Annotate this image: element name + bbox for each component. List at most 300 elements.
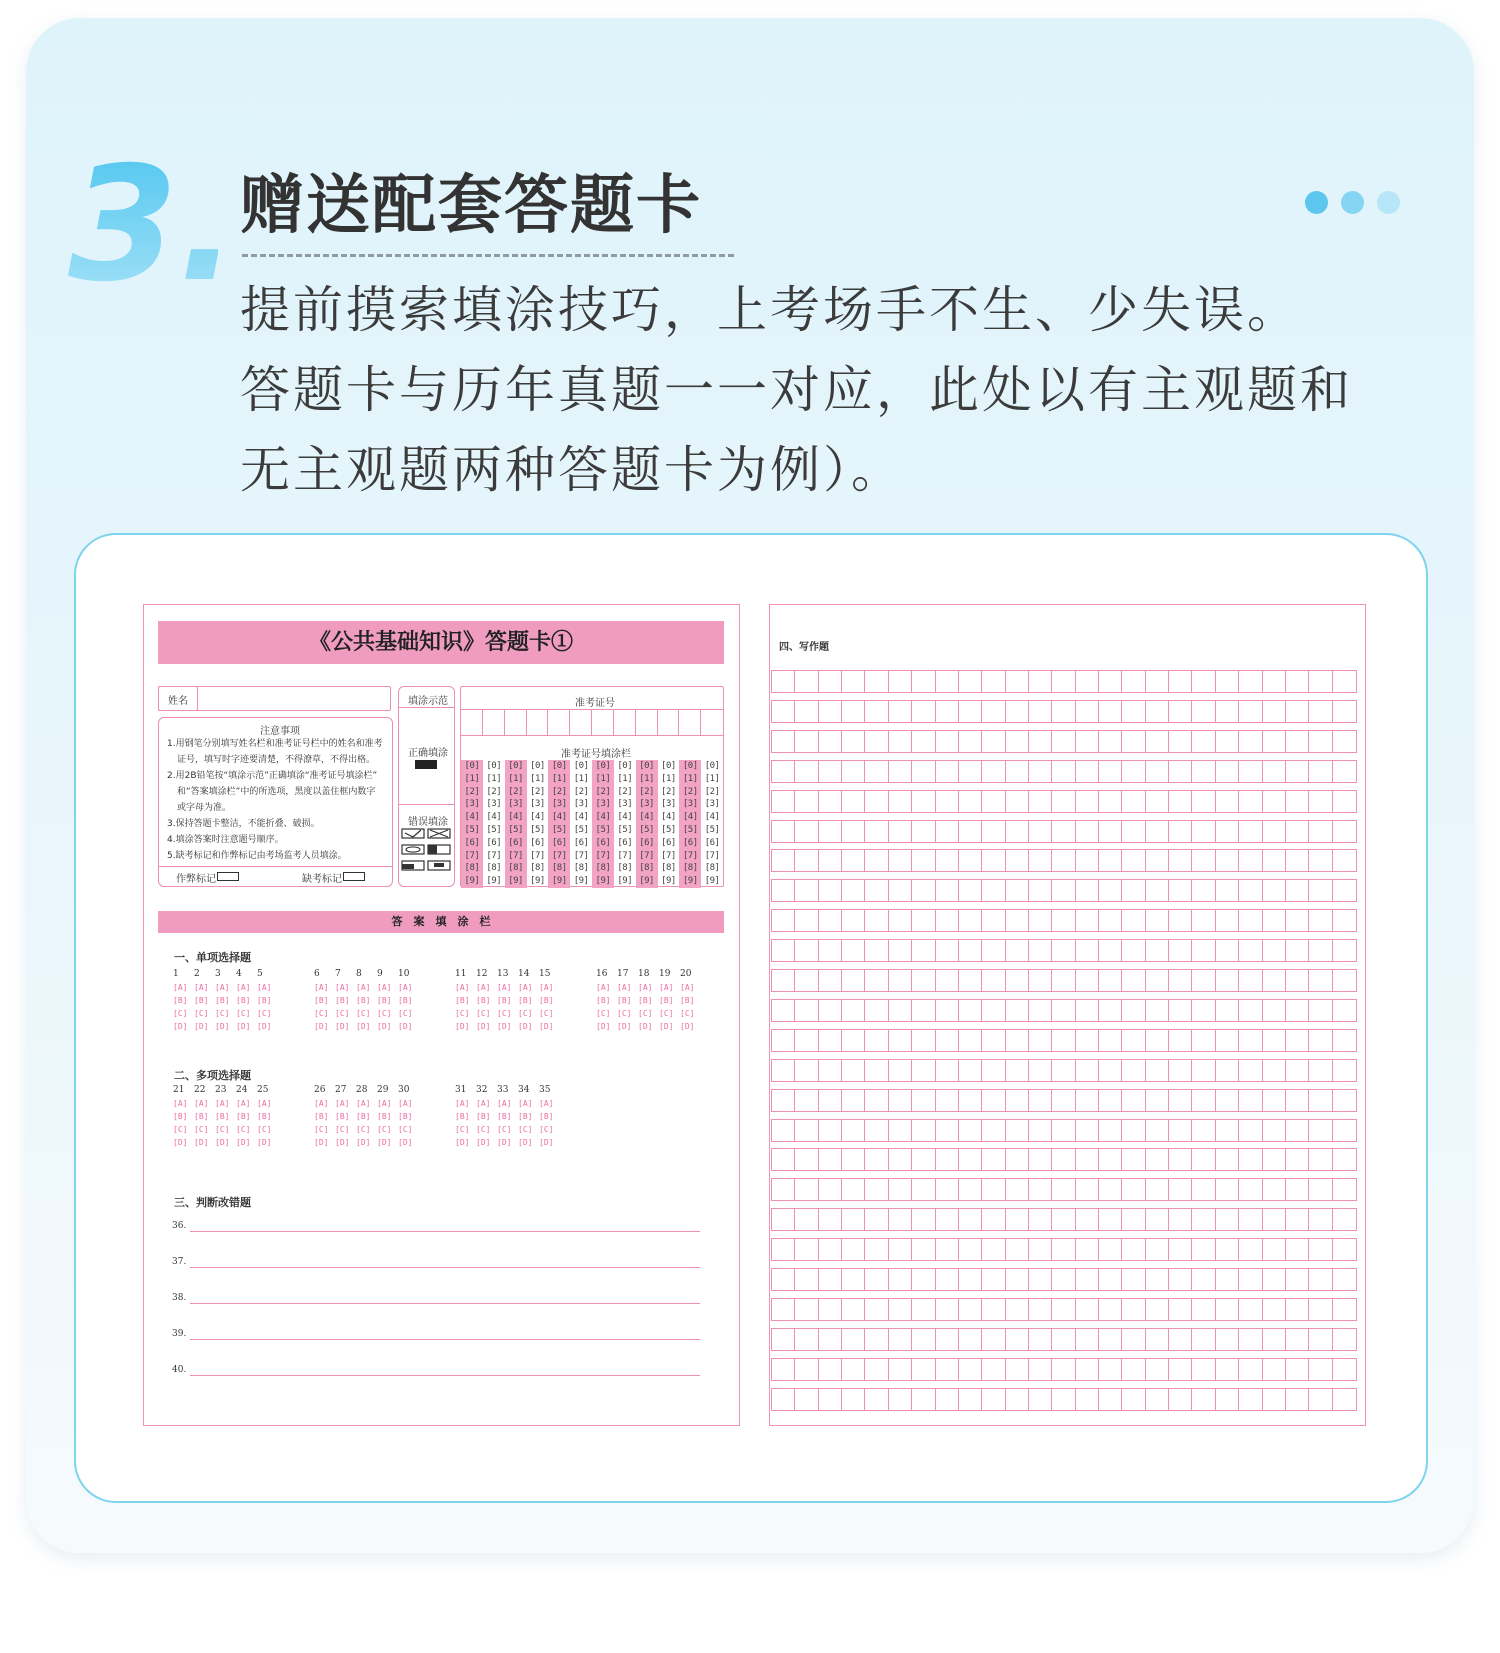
writing-cell[interactable] [1169,791,1192,812]
writing-cell[interactable] [1309,910,1332,931]
digit-bubble[interactable]: [2] [551,786,567,797]
writing-cell[interactable] [1286,1389,1309,1410]
writing-cell[interactable] [889,1179,912,1200]
writing-cell[interactable] [1029,910,1052,931]
writing-cell[interactable] [1006,1329,1029,1350]
writing-cell[interactable] [1309,1030,1332,1051]
digit-bubble[interactable]: [2] [704,786,720,797]
writing-cell[interactable] [912,1060,935,1081]
writing-cell[interactable] [1099,731,1122,752]
writing-cell[interactable] [772,1149,795,1170]
digit-bubble[interactable]: [7] [682,850,698,861]
writing-cell[interactable] [1286,1179,1309,1200]
writing-cell[interactable] [1309,671,1332,692]
writing-cell[interactable] [1192,761,1215,782]
writing-cell[interactable] [795,791,818,812]
option-bubble[interactable]: [C] [539,1125,554,1134]
writing-cell[interactable] [772,1329,795,1350]
option-bubble[interactable]: [A] [236,1099,251,1108]
option-bubble[interactable]: [B] [539,1112,554,1121]
writing-cell[interactable] [1239,940,1262,961]
writing-cell[interactable] [1006,671,1029,692]
writing-cell[interactable] [865,1000,888,1021]
writing-cell[interactable] [1122,1389,1145,1410]
digit-bubble[interactable]: [0] [551,761,567,771]
writing-cell[interactable] [1333,701,1356,722]
writing-cell[interactable] [1263,910,1286,931]
writing-cell[interactable] [865,1389,888,1410]
writing-cell[interactable] [1122,1209,1145,1230]
writing-cell[interactable] [959,1269,982,1290]
writing-cell[interactable] [1286,701,1309,722]
writing-cell[interactable] [912,850,935,871]
writing-cell[interactable] [1192,910,1215,931]
writing-cell[interactable] [982,970,1005,991]
writing-cell[interactable] [982,1060,1005,1081]
option-bubble[interactable]: [A] [194,983,209,992]
option-bubble[interactable]: [B] [257,996,272,1005]
writing-cell[interactable] [1216,1209,1239,1230]
writing-cell[interactable] [1169,1120,1192,1141]
writing-cell[interactable] [795,940,818,961]
option-bubble[interactable]: [C] [455,1125,470,1134]
writing-cell[interactable] [1263,1149,1286,1170]
writing-cell[interactable] [1169,1329,1192,1350]
option-bubble[interactable]: [C] [680,1009,695,1018]
writing-cell[interactable] [1169,1179,1192,1200]
option-bubble[interactable]: [C] [398,1125,413,1134]
option-bubble[interactable]: [D] [377,1138,392,1147]
writing-cell[interactable] [1309,821,1332,842]
writing-cell[interactable] [1076,1209,1099,1230]
writing-cell[interactable] [1286,880,1309,901]
writing-cell[interactable] [1333,1239,1356,1260]
writing-cell[interactable] [982,731,1005,752]
digit-bubble[interactable]: [1] [682,773,698,784]
digit-bubble[interactable]: [4] [508,812,523,823]
writing-cell[interactable] [819,970,842,991]
writing-cell[interactable] [1099,1299,1122,1320]
option-bubble[interactable]: [B] [215,1112,230,1121]
digit-bubble[interactable]: [6] [639,837,654,848]
writing-cell[interactable] [842,731,865,752]
writing-cell[interactable] [865,1239,888,1260]
writing-cell[interactable] [936,791,959,812]
writing-cell[interactable] [1076,761,1099,782]
writing-cell[interactable] [842,701,865,722]
writing-cell[interactable] [772,791,795,812]
writing-cell[interactable] [1192,1060,1215,1081]
writing-cell[interactable] [819,1120,842,1141]
digit-bubble[interactable]: [3] [704,799,720,810]
writing-cell[interactable] [982,1269,1005,1290]
option-bubble[interactable]: [B] [194,1112,209,1121]
writing-cell[interactable] [1286,671,1309,692]
writing-cell[interactable] [982,701,1005,722]
digit-bubble[interactable]: [4] [595,812,611,823]
writing-cell[interactable] [819,821,842,842]
option-bubble[interactable]: [D] [398,1022,413,1031]
writing-cell[interactable] [912,761,935,782]
writing-cell[interactable] [1309,791,1332,812]
writing-cell[interactable] [1286,731,1309,752]
writing-cell[interactable] [1263,1060,1286,1081]
writing-cell[interactable] [819,1179,842,1200]
writing-cell[interactable] [1122,1179,1145,1200]
writing-cell[interactable] [1076,821,1099,842]
writing-cell[interactable] [1146,761,1169,782]
writing-cell[interactable] [1263,880,1286,901]
writing-cell[interactable] [936,821,959,842]
option-bubble[interactable]: [A] [257,983,272,992]
writing-cell[interactable] [842,850,865,871]
writing-cell[interactable] [819,910,842,931]
writing-cell[interactable] [1216,761,1239,782]
writing-cell[interactable] [959,970,982,991]
writing-cell[interactable] [795,701,818,722]
digit-bubble[interactable]: [2] [486,786,502,797]
writing-cell[interactable] [1029,1239,1052,1260]
option-bubble[interactable]: [B] [638,996,653,1005]
writing-cell[interactable] [1146,1000,1169,1021]
writing-cell[interactable] [1122,791,1145,812]
digit-bubble[interactable]: [8] [704,863,720,874]
option-bubble[interactable]: [B] [539,996,554,1005]
writing-cell[interactable] [772,1359,795,1380]
writing-cell[interactable] [1146,1090,1169,1111]
writing-cell[interactable] [795,1030,818,1051]
option-bubble[interactable]: [C] [314,1125,329,1134]
digit-bubble[interactable]: [7] [464,850,480,861]
writing-cell[interactable] [1076,671,1099,692]
writing-cell[interactable] [1263,1030,1286,1051]
writing-cell[interactable] [1029,791,1052,812]
writing-cell[interactable] [865,821,888,842]
digit-bubble[interactable]: [7] [508,850,523,861]
writing-cell[interactable] [1006,940,1029,961]
writing-cell[interactable] [865,761,888,782]
writing-cell[interactable] [795,1090,818,1111]
option-bubble[interactable]: [A] [377,1099,392,1108]
writing-cell[interactable] [1052,791,1075,812]
writing-cell[interactable] [982,1239,1005,1260]
digit-bubble[interactable]: [0] [530,761,545,771]
writing-cell[interactable] [982,1120,1005,1141]
writing-cell[interactable] [1333,940,1356,961]
option-bubble[interactable]: [A] [539,1099,554,1108]
option-bubble[interactable]: [C] [215,1009,230,1018]
writing-cell[interactable] [1006,1179,1029,1200]
writing-cell[interactable] [982,671,1005,692]
writing-cell[interactable] [842,671,865,692]
writing-cell[interactable] [1169,1060,1192,1081]
writing-cell[interactable] [959,850,982,871]
writing-cell[interactable] [1333,1090,1356,1111]
digit-bubble[interactable]: [4] [573,812,589,823]
digit-bubble[interactable]: [1] [639,773,654,784]
digit-bubble[interactable]: [3] [639,799,654,810]
writing-cell[interactable] [1192,791,1215,812]
option-bubble[interactable]: [B] [497,996,512,1005]
writing-cell[interactable] [865,970,888,991]
writing-cell[interactable] [1239,821,1262,842]
option-bubble[interactable]: [A] [518,983,533,992]
writing-cell[interactable] [1192,1030,1215,1051]
writing-cell[interactable] [1169,1030,1192,1051]
writing-cell[interactable] [1192,1359,1215,1380]
digit-bubble[interactable]: [4] [530,812,545,823]
option-bubble[interactable]: [B] [257,1112,272,1121]
writing-cell[interactable] [1076,1389,1099,1410]
writing-cell[interactable] [842,910,865,931]
writing-cell[interactable] [1029,671,1052,692]
writing-cell[interactable] [1099,821,1122,842]
writing-cell[interactable] [982,1389,1005,1410]
writing-cell[interactable] [772,1000,795,1021]
writing-cell[interactable] [1099,1030,1122,1051]
writing-cell[interactable] [1006,761,1029,782]
option-bubble[interactable]: [B] [497,1112,512,1121]
writing-cell[interactable] [1052,940,1075,961]
writing-cell[interactable] [1122,671,1145,692]
writing-cell[interactable] [982,1329,1005,1350]
writing-cell[interactable] [1333,880,1356,901]
writing-cell[interactable] [1076,1299,1099,1320]
option-bubble[interactable]: [A] [356,983,371,992]
option-bubble[interactable]: [D] [173,1138,188,1147]
writing-cell[interactable] [1006,970,1029,991]
writing-cell[interactable] [1169,821,1192,842]
option-bubble[interactable]: [B] [314,996,329,1005]
writing-cell[interactable] [1169,1269,1192,1290]
option-bubble[interactable]: [D] [173,1022,188,1031]
writing-cell[interactable] [1169,1389,1192,1410]
writing-cell[interactable] [1333,821,1356,842]
writing-cell[interactable] [772,761,795,782]
writing-cell[interactable] [912,731,935,752]
writing-cell[interactable] [1169,1000,1192,1021]
writing-cell[interactable] [1146,731,1169,752]
writing-cell[interactable] [912,1179,935,1200]
writing-cell[interactable] [936,1329,959,1350]
writing-cell[interactable] [1309,1090,1332,1111]
writing-cell[interactable] [1146,940,1169,961]
digit-bubble[interactable]: [0] [486,761,502,771]
option-bubble[interactable]: [C] [335,1125,350,1134]
writing-cell[interactable] [959,791,982,812]
writing-cell[interactable] [1216,970,1239,991]
writing-cell[interactable] [889,910,912,931]
writing-cell[interactable] [1146,910,1169,931]
writing-cell[interactable] [1029,701,1052,722]
option-bubble[interactable]: [C] [539,1009,554,1018]
writing-cell[interactable] [1122,1149,1145,1170]
option-bubble[interactable]: [B] [236,996,251,1005]
writing-cell[interactable] [1146,791,1169,812]
writing-cell[interactable] [982,761,1005,782]
writing-cell[interactable] [1169,940,1192,961]
writing-cell[interactable] [1192,1209,1215,1230]
digit-bubble[interactable]: [6] [530,837,545,848]
writing-cell[interactable] [1029,821,1052,842]
writing-cell[interactable] [982,1299,1005,1320]
writing-cell[interactable] [936,1060,959,1081]
writing-cell[interactable] [1333,1329,1356,1350]
writing-cell[interactable] [1122,1299,1145,1320]
writing-cell[interactable] [1052,821,1075,842]
writing-cell[interactable] [959,1299,982,1320]
writing-cell[interactable] [1216,1299,1239,1320]
writing-cell[interactable] [1263,1329,1286,1350]
writing-cell[interactable] [865,1209,888,1230]
writing-cell[interactable] [1099,1060,1122,1081]
digit-bubble[interactable]: [2] [573,786,589,797]
writing-cell[interactable] [1122,761,1145,782]
option-bubble[interactable]: [A] [314,1099,329,1108]
writing-cell[interactable] [865,940,888,961]
writing-cell[interactable] [1029,1269,1052,1290]
writing-cell[interactable] [1076,850,1099,871]
writing-cell[interactable] [936,1030,959,1051]
writing-cell[interactable] [1122,701,1145,722]
writing-cell[interactable] [795,1120,818,1141]
writing-cell[interactable] [1052,1120,1075,1141]
writing-cell[interactable] [1006,1389,1029,1410]
option-bubble[interactable]: [C] [194,1009,209,1018]
writing-cell[interactable] [1029,1179,1052,1200]
tf-answer-line[interactable] [190,1267,700,1268]
option-bubble[interactable]: [D] [314,1138,329,1147]
writing-cell[interactable] [936,1000,959,1021]
writing-cell[interactable] [936,1359,959,1380]
writing-cell[interactable] [1099,1239,1122,1260]
option-bubble[interactable]: [C] [518,1125,533,1134]
writing-cell[interactable] [1286,1359,1309,1380]
digit-bubble[interactable]: [8] [639,863,654,874]
option-bubble[interactable]: [D] [194,1022,209,1031]
writing-cell[interactable] [865,910,888,931]
writing-cell[interactable] [1263,1209,1286,1230]
writing-cell[interactable] [1263,791,1286,812]
writing-cell[interactable] [1099,940,1122,961]
digit-bubble[interactable]: [8] [508,863,523,874]
writing-cell[interactable] [1169,970,1192,991]
writing-cell[interactable] [842,1120,865,1141]
writing-cell[interactable] [1239,731,1262,752]
digit-bubble[interactable]: [6] [595,837,611,848]
writing-cell[interactable] [1146,1030,1169,1051]
writing-cell[interactable] [1052,850,1075,871]
writing-cell[interactable] [1029,1149,1052,1170]
writing-cell[interactable] [772,1299,795,1320]
writing-cell[interactable] [1333,1389,1356,1410]
writing-cell[interactable] [1192,1149,1215,1170]
option-bubble[interactable]: [A] [398,1099,413,1108]
writing-cell[interactable] [1006,1120,1029,1141]
writing-cell[interactable] [1122,1060,1145,1081]
digit-bubble[interactable]: [2] [530,786,545,797]
option-bubble[interactable]: [D] [335,1022,350,1031]
writing-cell[interactable] [1286,1239,1309,1260]
option-bubble[interactable]: [B] [398,996,413,1005]
writing-cell[interactable] [1146,1299,1169,1320]
writing-cell[interactable] [1029,1120,1052,1141]
writing-cell[interactable] [1216,910,1239,931]
writing-cell[interactable] [819,1359,842,1380]
option-bubble[interactable]: [D] [497,1138,512,1147]
writing-cell[interactable] [912,791,935,812]
writing-cell[interactable] [1052,731,1075,752]
writing-cell[interactable] [842,1000,865,1021]
writing-cell[interactable] [912,1329,935,1350]
writing-cell[interactable] [912,1389,935,1410]
option-bubble[interactable]: [B] [377,1112,392,1121]
writing-cell[interactable] [1333,1030,1356,1051]
writing-cell[interactable] [1099,1209,1122,1230]
writing-cell[interactable] [1239,1120,1262,1141]
writing-cell[interactable] [1216,671,1239,692]
writing-cell[interactable] [1263,761,1286,782]
writing-cell[interactable] [1169,910,1192,931]
writing-cell[interactable] [982,1179,1005,1200]
option-bubble[interactable]: [A] [377,983,392,992]
writing-cell[interactable] [1216,940,1239,961]
writing-cell[interactable] [1122,1120,1145,1141]
writing-cell[interactable] [982,791,1005,812]
writing-cell[interactable] [912,1209,935,1230]
writing-cell[interactable] [819,731,842,752]
writing-cell[interactable] [889,1389,912,1410]
writing-cell[interactable] [1263,1359,1286,1380]
writing-cell[interactable] [1099,850,1122,871]
writing-cell[interactable] [982,1090,1005,1111]
writing-cell[interactable] [959,731,982,752]
writing-cell[interactable] [1052,1149,1075,1170]
writing-cell[interactable] [1029,1030,1052,1051]
writing-cell[interactable] [1333,1269,1356,1290]
writing-cell[interactable] [1333,791,1356,812]
option-bubble[interactable]: [C] [518,1009,533,1018]
writing-cell[interactable] [1239,1030,1262,1051]
writing-cell[interactable] [889,1090,912,1111]
writing-cell[interactable] [1263,671,1286,692]
writing-cell[interactable] [1286,1060,1309,1081]
writing-cell[interactable] [1122,1030,1145,1051]
writing-cell[interactable] [1309,731,1332,752]
digit-bubble[interactable]: [1] [551,773,567,784]
writing-cell[interactable] [1192,1299,1215,1320]
writing-cell[interactable] [842,791,865,812]
writing-cell[interactable] [912,910,935,931]
writing-cell[interactable] [982,1209,1005,1230]
writing-cell[interactable] [1309,850,1332,871]
writing-cell[interactable] [912,1090,935,1111]
writing-cell[interactable] [936,1269,959,1290]
option-bubble[interactable]: [B] [356,1112,371,1121]
writing-cell[interactable] [936,1179,959,1200]
writing-cell[interactable] [912,1030,935,1051]
digit-bubble[interactable]: [3] [464,799,480,810]
option-bubble[interactable]: [B] [455,1112,470,1121]
writing-cell[interactable] [772,970,795,991]
writing-cell[interactable] [1333,1209,1356,1230]
writing-cell[interactable] [1239,1090,1262,1111]
writing-cell[interactable] [1239,910,1262,931]
writing-cell[interactable] [1122,821,1145,842]
writing-cell[interactable] [889,1120,912,1141]
writing-cell[interactable] [982,850,1005,871]
writing-cell[interactable] [1192,1389,1215,1410]
